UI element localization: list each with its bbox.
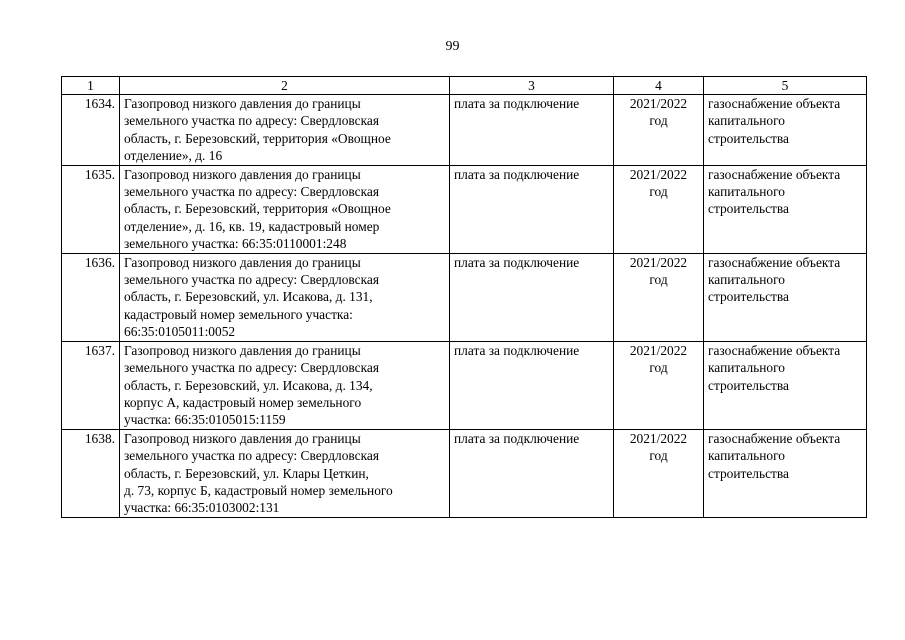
purpose-line: капитального — [708, 360, 785, 376]
table-row — [62, 165, 867, 253]
period-line: год — [649, 272, 668, 288]
column-header-1: 1 — [62, 77, 120, 95]
description-line: отделение», д. 16, кв. 19, кадастровый номер — [124, 218, 380, 234]
purpose-line: газоснабжение объекта — [708, 96, 841, 111]
row-number-cell: 1634. — [62, 95, 120, 166]
period-cell — [614, 165, 704, 253]
purpose-line: строительства — [708, 289, 789, 305]
period-cell — [614, 253, 704, 341]
description-line: земельного участка по адресу: Свердловская — [124, 184, 379, 200]
description-line: отделение», д. 16 — [124, 148, 223, 164]
description-line: земельного участка по адресу: Свердловская — [124, 272, 379, 288]
purpose-cell — [704, 253, 867, 341]
description-line: область, г. Березовский, ул. Клары Цеткин, — [124, 465, 369, 481]
row-number-cell: 1637. — [62, 341, 120, 429]
purpose-line: строительства — [708, 377, 789, 393]
page-number: 99 — [445, 39, 460, 54]
fee-type-cell: плата за подключение — [450, 429, 614, 517]
row-number-cell: 1635. — [62, 165, 120, 253]
column-header-4: 4 — [614, 77, 704, 95]
fee-type-cell: плата за подключение — [450, 95, 614, 166]
description-line: участка: 66:35:0105015:1159 — [124, 412, 286, 428]
description-line: Газопровод низкого давления до границы — [124, 342, 361, 358]
table-row — [62, 95, 867, 166]
column-header-5: 5 — [704, 77, 867, 95]
description-line: земельного участка: 66:35:0110001:248 — [124, 236, 347, 252]
period-line: год — [649, 360, 668, 376]
purpose-line: капитального — [708, 448, 785, 464]
purpose-cell — [704, 341, 867, 429]
description-line: область, г. Березовский, территория «Овощное — [124, 201, 391, 217]
fee-type-cell: плата за подключение — [450, 341, 614, 429]
period-cell — [614, 95, 704, 166]
purpose-cell — [704, 429, 867, 517]
description-line: участка: 66:35:0103002:131 — [124, 500, 280, 516]
description-line: земельного участка по адресу: Свердловская — [124, 448, 379, 464]
row-number-cell: 1638. — [62, 429, 120, 517]
purpose-line: газоснабжение объекта — [708, 166, 841, 182]
description-line: область, г. Березовский, территория «Овощное — [124, 130, 391, 146]
purpose-line: газоснабжение объекта — [708, 342, 841, 358]
period-line: год — [649, 184, 668, 200]
description-cell — [120, 253, 450, 341]
description-line: область, г. Березовский, ул. Исакова, д. 134, — [124, 377, 373, 393]
description-cell — [120, 165, 450, 253]
table-row — [62, 429, 867, 517]
description-line: д. 73, корпус Б, кадастровый номер земельного — [124, 482, 393, 498]
column-header-2: 2 — [120, 77, 450, 95]
period-line: 2021/2022 — [629, 342, 688, 358]
table-row — [62, 341, 867, 429]
period-line: 2021/2022 — [629, 430, 688, 446]
purpose-line: капитального — [708, 272, 785, 288]
description-line: Газопровод низкого давления до границы — [124, 96, 361, 111]
period-line: год — [649, 113, 668, 129]
period-cell — [614, 429, 704, 517]
purpose-cell — [704, 95, 867, 166]
purpose-line: строительства — [708, 201, 789, 217]
description-line: 66:35:0105011:0052 — [124, 324, 236, 340]
description-line: Газопровод низкого давления до границы — [124, 166, 361, 182]
row-number-cell: 1636. — [62, 253, 120, 341]
purpose-line: капитального — [708, 113, 785, 129]
description-cell — [120, 341, 450, 429]
description-line: Газопровод низкого давления до границы — [124, 430, 361, 446]
purpose-line: газоснабжение объекта — [708, 430, 841, 446]
description-line: корпус А, кадастровый номер земельного — [124, 394, 362, 410]
description-line: Газопровод низкого давления до границы — [124, 254, 361, 270]
purpose-line: строительства — [708, 465, 789, 481]
description-line: земельного участка по адресу: Свердловская — [124, 360, 379, 376]
fee-type-cell: плата за подключение — [450, 253, 614, 341]
purpose-cell — [704, 165, 867, 253]
fee-type-cell: плата за подключение — [450, 165, 614, 253]
period-line: 2021/2022 — [629, 166, 688, 182]
table-row — [62, 253, 867, 341]
table-header-row — [62, 77, 867, 95]
description-line: земельного участка по адресу: Свердловская — [124, 113, 379, 129]
table-body — [62, 95, 867, 518]
purpose-line: строительства — [708, 130, 789, 146]
description-line: область, г. Березовский, ул. Исакова, д. 131, — [124, 289, 373, 305]
description-cell — [120, 429, 450, 517]
period-cell — [614, 341, 704, 429]
connection-fee-table — [61, 76, 867, 518]
column-header-3: 3 — [450, 77, 614, 95]
period-line: год — [649, 448, 668, 464]
period-line: 2021/2022 — [629, 96, 688, 111]
purpose-line: газоснабжение объекта — [708, 254, 841, 270]
purpose-line: капитального — [708, 184, 785, 200]
period-line: 2021/2022 — [629, 254, 688, 270]
description-line: кадастровый номер земельного участка: — [124, 306, 353, 322]
description-cell — [120, 95, 450, 166]
